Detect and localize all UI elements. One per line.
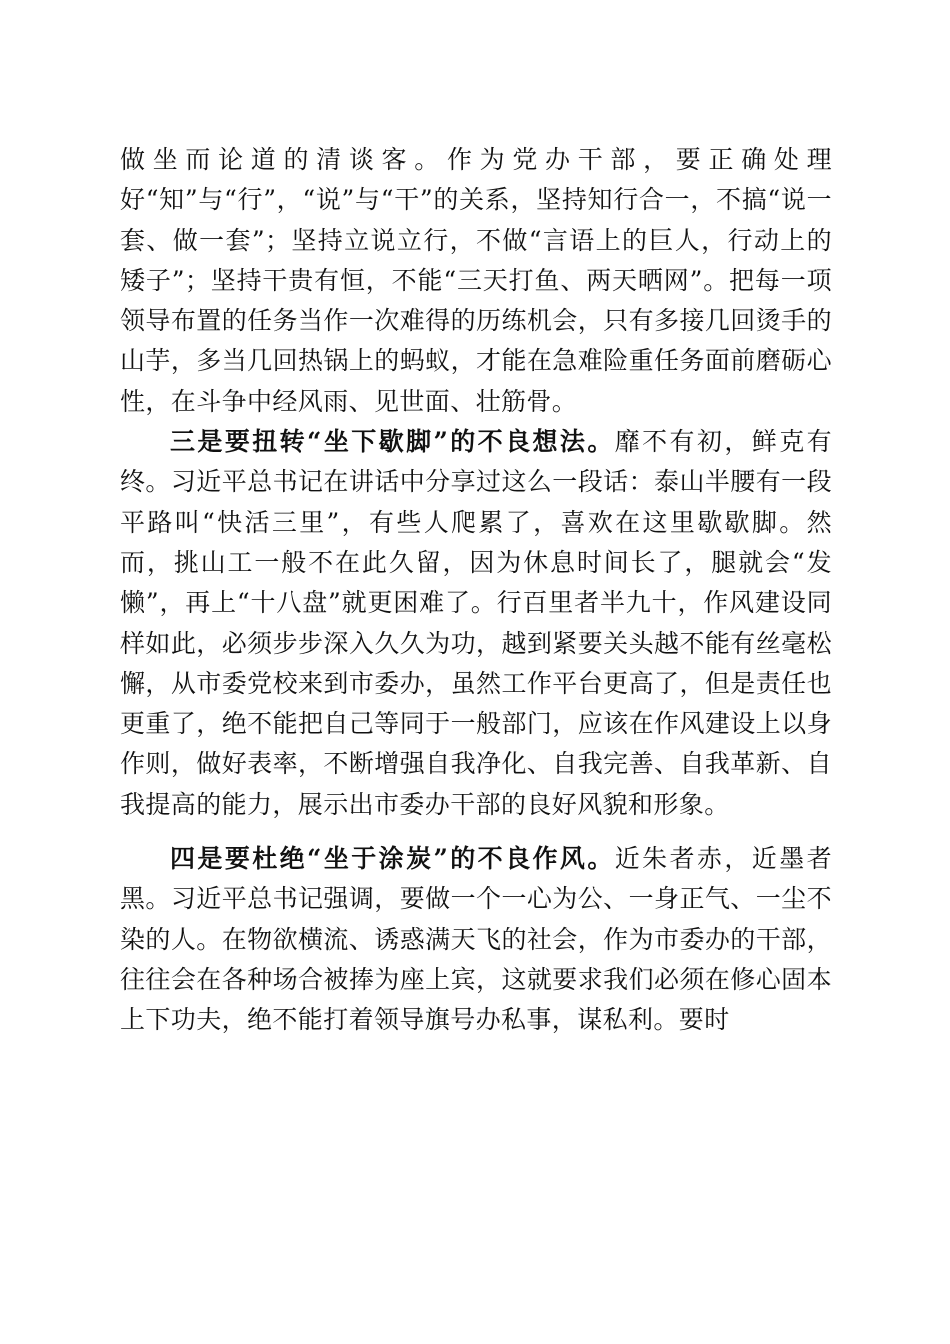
paragraph-heading: 四是要杜绝“坐于涂炭”的不良作风。 xyxy=(170,844,615,874)
paragraph-point-three xyxy=(120,422,832,825)
paragraph-text: 靡不有初，鲜克有终。习近平总书记在讲话中分享过这么一段话：泰山半腰有一段平路叫“快活三里”，有些人爬累了，喜欢在这里歇歇脚。然而，挑山工一般不在此久留，因为休息时间长了，腿就会“发懒”，再上“十八盘”就更困难了。行百里者半九十，作风建设同样如此，必须步步深入久久为功，越到紧要关头越不能有丝毫松懈，从市委党校来到市委办，虽然工作平台更高了，但是责任也更重了，绝不能把自己等同于一般部门，应该在作风建设上以身作则，做好表率，不断增强自我净化、自我完善、自我革新、自我提高的能力，展示出市委办干部的良好风貌和形象。 xyxy=(120,427,833,819)
paragraph-heading: 三是要扭转“坐下歇脚”的不良想法。 xyxy=(170,427,615,457)
paragraph-text: 近朱者赤，近墨者黑。习近平总书记强调，要做一个一心为公、一身正气、一尘不染的人。在物欲横流、诱惑满天飞的社会，作为市委办的干部，往往会在各种场合被捧为座上宾，这就要求我们必须在修心固本上下功夫，绝不能打着领导旗号办私事，谋私利。要时 xyxy=(120,844,833,1035)
paragraph-text: 做坐而论道的清谈客。作为党办干部，要正确处理好“知”与“行”，“说”与“干”的关系，坚持知行合一，不搞“说一套、做一套”；坚持立说立行，不做“言语上的巨人，行动上的矮子”；坚持干贵有恒，不能“三天打鱼、两天晒网”。把每一项领导布置的任务当作一次难得的历练机会，只有多接几回烫手的山芋，多当几回热锅上的蚂蚁，才能在急难险重任务面前磨砺心性，在斗争中经风雨、见世面、壮筋骨。 xyxy=(120,145,832,416)
document-page xyxy=(120,140,832,1041)
paragraph-continued xyxy=(120,140,832,422)
paragraph-point-four xyxy=(120,839,832,1040)
